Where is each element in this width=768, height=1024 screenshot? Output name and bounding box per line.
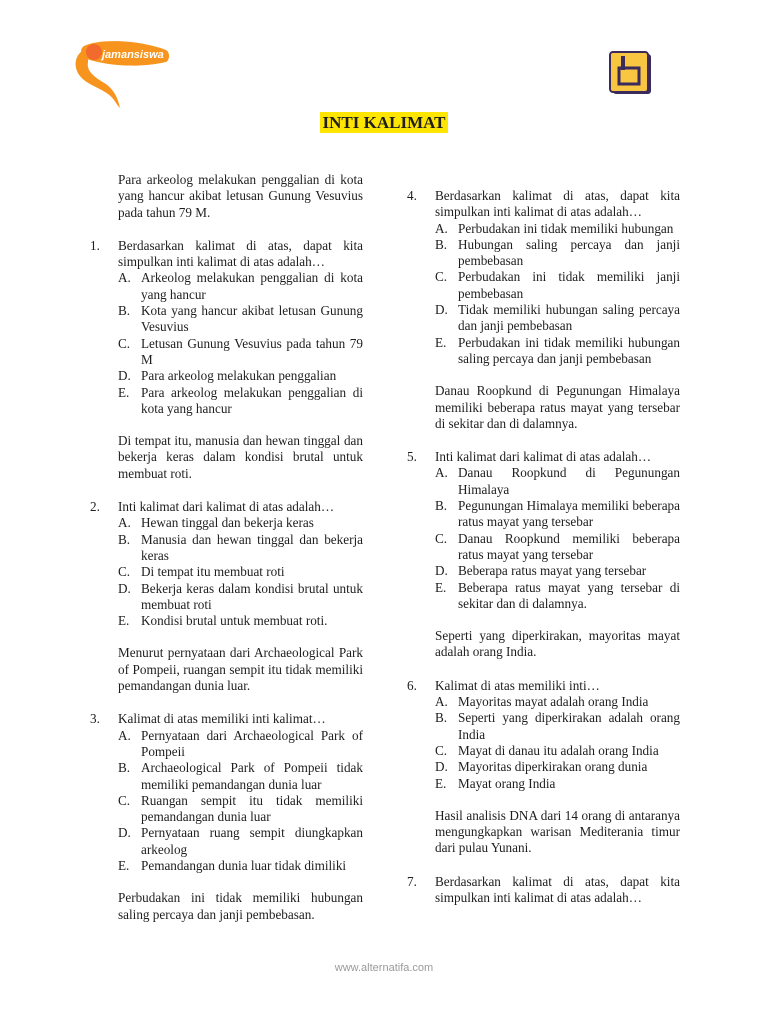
question-7: [407, 873, 680, 907]
option-text: Mayat di danau itu adalah orang India: [458, 742, 659, 758]
question-5: [407, 449, 680, 612]
option-e[interactable]: [435, 580, 680, 613]
option-letter: D.: [435, 759, 448, 775]
option-letter: E.: [118, 384, 130, 400]
option-a[interactable]: [118, 270, 363, 303]
option-letter: E.: [435, 334, 447, 350]
option-text: Archaeological Park of Pompeii tidak memiliki pemandangan dunia luar: [141, 760, 363, 792]
option-letter: D.: [118, 580, 131, 596]
option-letter: B.: [118, 760, 131, 776]
option-d[interactable]: [435, 563, 680, 579]
option-letter: D.: [118, 368, 131, 384]
option-letter: E.: [435, 579, 447, 595]
option-text: Manusia dan hewan tinggal dan bekerja keras: [141, 531, 363, 563]
option-e[interactable]: [118, 385, 363, 418]
jamansiswa-logo: [70, 38, 175, 108]
option-a[interactable]: [118, 728, 363, 761]
option-c[interactable]: [118, 793, 363, 826]
option-letter: C.: [435, 742, 448, 758]
option-list: [435, 465, 680, 612]
option-text: Beberapa ratus mayat yang tersebar: [458, 563, 647, 579]
option-text: Arkeolog melakukan penggalian di kota yang hancur: [141, 270, 363, 302]
option-text: Di tempat itu membuat roti: [141, 564, 285, 580]
question-3: [90, 711, 363, 874]
option-text: Kondisi brutal untuk membuat roti.: [141, 613, 328, 629]
question-text: Kalimat di atas memiliki inti…: [435, 677, 600, 693]
option-letter: B.: [118, 303, 131, 319]
passage-3: Menurut pernyataan dari Archaeological Park of Pompeii, ruangan sempit itu tidak memiliki pemandangan dunia luar.: [118, 645, 363, 694]
option-text: Pernyataan dari Archaeological Park of Pompeii: [141, 727, 363, 759]
option-text: Pernyataan ruang sempit diungkapkan arkeolog: [141, 825, 363, 857]
option-letter: A.: [118, 727, 131, 743]
option-letter: B.: [118, 531, 131, 547]
option-list: [435, 694, 680, 792]
option-b[interactable]: [118, 303, 363, 336]
option-a[interactable]: [435, 694, 680, 710]
option-c[interactable]: [435, 531, 680, 564]
option-letter: A.: [118, 515, 131, 531]
question-number: 7.: [407, 873, 417, 889]
option-text: Seperti yang diperkirakan adalah orang India: [458, 710, 680, 742]
option-letter: A.: [435, 220, 448, 236]
page-title: INTI KALIMAT: [320, 112, 449, 133]
option-text: Mayoritas mayat adalah orang India: [458, 694, 649, 710]
option-d[interactable]: [435, 302, 680, 335]
option-text: Mayoritas diperkirakan orang dunia: [458, 759, 648, 775]
option-letter: E.: [118, 613, 130, 629]
passage-2: Di tempat itu, manusia dan hewan tinggal dan bekerja keras dalam kondisi brutal untuk membuat roti.: [118, 433, 363, 481]
question-6: [407, 677, 680, 792]
option-d[interactable]: [435, 759, 680, 775]
option-d[interactable]: [118, 368, 363, 384]
option-letter: E.: [435, 775, 447, 791]
option-e[interactable]: [118, 858, 363, 874]
option-list: [435, 221, 680, 368]
option-letter: A.: [118, 270, 131, 286]
option-text: Perbudakan ini tidak memiliki hubungan saling percaya dan janji pembebasan: [458, 334, 680, 366]
option-letter: C.: [435, 530, 448, 546]
option-letter: C.: [118, 792, 131, 808]
option-b[interactable]: [435, 498, 680, 531]
option-b[interactable]: [118, 760, 363, 793]
passage-7: Hasil analisis DNA dari 14 orang di antaranya mengungkapkan warisan Mediterania timur dari pulau Yunani.: [435, 807, 680, 856]
option-text: Danau Roopkund memiliki beberapa ratus mayat yang tersebar: [458, 530, 680, 562]
option-a[interactable]: [118, 515, 363, 531]
footer-url[interactable]: www.alternatifa.com: [334, 962, 434, 974]
option-letter: B.: [435, 710, 448, 726]
question-1: [90, 237, 363, 417]
right-column: [407, 188, 680, 906]
option-text: Tidak memiliki hubungan saling percaya dan janji pembebasan: [458, 302, 680, 334]
question-text: Berdasarkan kalimat di atas, dapat kita simpulkan inti kalimat di atas adalah…: [435, 873, 680, 905]
option-letter: E.: [118, 857, 130, 873]
option-b[interactable]: [435, 237, 680, 270]
question-number: 5.: [407, 449, 417, 465]
question-2: [90, 499, 363, 629]
option-d[interactable]: [118, 581, 363, 614]
option-text: Mayat orang India: [458, 775, 556, 791]
option-b[interactable]: [118, 532, 363, 565]
option-e[interactable]: [435, 335, 680, 368]
question-text: Berdasarkan kalimat di atas, dapat kita simpulkan inti kalimat di atas adalah…: [118, 237, 363, 270]
option-e[interactable]: [118, 613, 363, 629]
option-letter: C.: [118, 335, 131, 351]
option-text: Pegunungan Himalaya memiliki beberapa ratus mayat yang tersebar: [458, 498, 680, 530]
option-letter: D.: [435, 302, 448, 318]
question-text: Inti kalimat dari kalimat di atas adalah…: [435, 449, 652, 465]
option-list: [118, 728, 363, 875]
page-title-wrap: [0, 113, 768, 133]
option-b[interactable]: [435, 710, 680, 743]
option-c[interactable]: [435, 269, 680, 302]
option-text: Danau Roopkund di Pegunungan Himalaya: [458, 465, 680, 497]
passage-1: Para arkeolog melakukan penggalian di kota yang hancur akibat letusan Gunung Vesuvius pada tahun 79 M.: [118, 172, 363, 220]
option-text: Perbudakan ini tidak memiliki hubungan: [458, 220, 674, 236]
question-number: 4.: [407, 188, 417, 203]
option-text: Pemandangan dunia luar tidak dimiliki: [141, 857, 347, 873]
option-text: Para arkeolog melakukan penggalian: [141, 368, 337, 384]
option-text: Hewan tinggal dan bekerja keras: [141, 515, 314, 531]
question-text: Inti kalimat dari kalimat di atas adalah…: [118, 499, 335, 515]
option-text: Bekerja keras dalam kondisi brutal untuk membuat roti: [141, 580, 363, 612]
option-text: Ruangan sempit itu tidak memiliki pemandangan dunia luar: [141, 792, 363, 825]
option-c[interactable]: [118, 564, 363, 580]
question-number: 3.: [90, 711, 100, 727]
option-letter: D.: [435, 563, 448, 579]
option-text: Hubungan saling percaya dan janji pembebasan: [458, 236, 680, 269]
option-text: Beberapa ratus mayat yang tersebar di sekitar dan di dalamnya.: [458, 579, 680, 611]
option-text: Kota yang hancur akibat letusan Gunung Vesuvius: [141, 303, 363, 335]
option-c[interactable]: [118, 336, 363, 369]
left-column: [90, 172, 363, 923]
option-letter: B.: [435, 236, 448, 252]
option-letter: A.: [435, 694, 448, 710]
question-number: 1.: [90, 237, 100, 253]
option-list: [118, 270, 363, 417]
passage-4: Perbudakan ini tidak memiliki hubungan saling percaya dan janji pembebasan.: [118, 890, 363, 922]
option-e[interactable]: [435, 776, 680, 792]
option-letter: A.: [435, 465, 448, 481]
option-a[interactable]: [435, 465, 680, 498]
option-text: Letusan Gunung Vesuvius pada tahun 79 M: [141, 335, 363, 367]
option-list: [118, 515, 363, 629]
option-letter: C.: [435, 269, 448, 285]
alternatifa-logo: [607, 50, 655, 98]
option-c[interactable]: [435, 743, 680, 759]
question-4: [407, 188, 680, 367]
passage-6: Seperti yang diperkirakan, mayoritas mayat adalah orang India.: [435, 628, 680, 660]
brand-text: jamansiswa: [102, 49, 164, 61]
option-text: Perbudakan ini tidak memiliki janji pembebasan: [458, 269, 680, 301]
question-text: Berdasarkan kalimat di atas, dapat kita simpulkan inti kalimat di atas adalah…: [435, 188, 680, 220]
option-text: Para arkeolog melakukan penggalian di kota yang hancur: [141, 384, 363, 416]
option-letter: B.: [435, 498, 448, 514]
option-letter: D.: [118, 825, 131, 841]
question-number: 6.: [407, 677, 417, 693]
question-number: 2.: [90, 499, 100, 515]
option-d[interactable]: [118, 825, 363, 858]
option-letter: C.: [118, 564, 131, 580]
question-text: Kalimat di atas memiliki inti kalimat…: [118, 711, 326, 727]
option-a[interactable]: [435, 221, 680, 237]
passage-5: Danau Roopkund di Pegunungan Himalaya memiliki beberapa ratus mayat yang tersebar di sekitar dan di dalamnya.: [435, 383, 680, 431]
